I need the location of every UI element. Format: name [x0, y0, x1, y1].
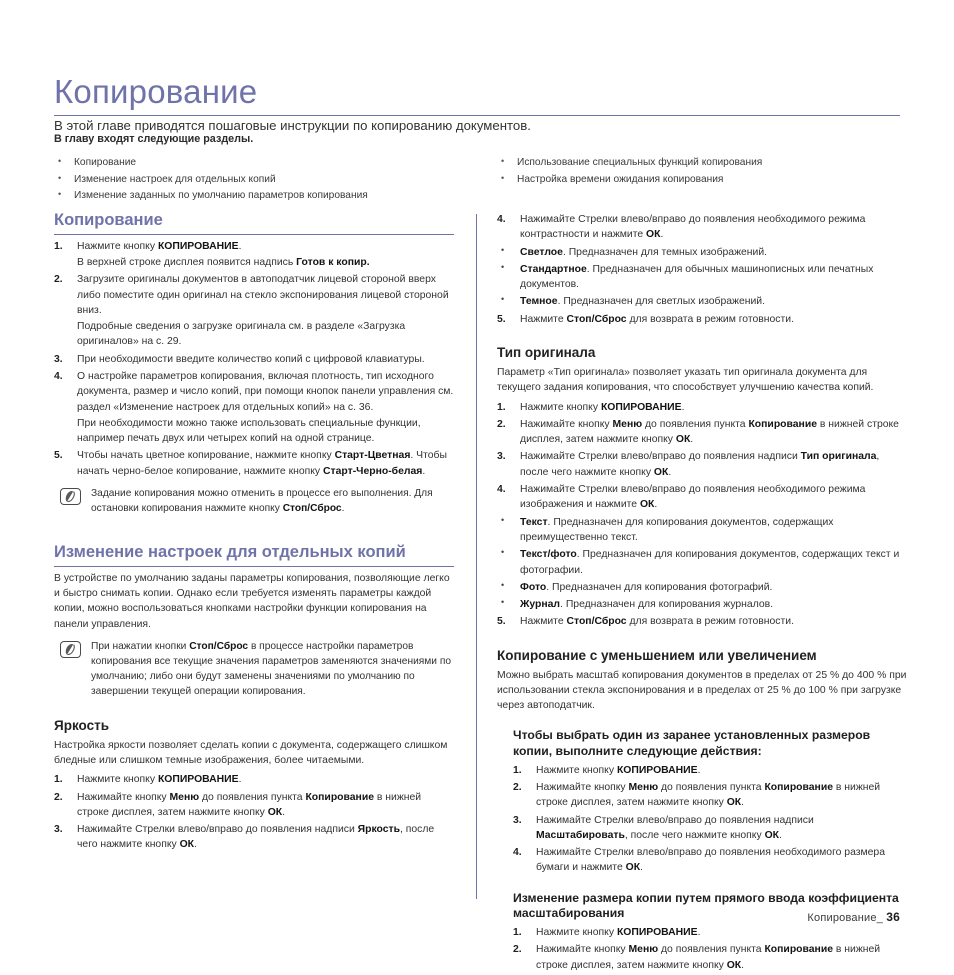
step-text	[536, 765, 700, 776]
option-bullet-item	[497, 294, 907, 309]
emphasis-text: Темное	[520, 296, 558, 308]
step-continuation	[77, 319, 454, 350]
numbered-step	[513, 942, 907, 973]
step-text	[77, 354, 425, 365]
plain-text: . Предназначен для светлых изображений.	[557, 296, 765, 308]
numbered-step	[54, 369, 454, 446]
step-number: 4.	[54, 371, 63, 382]
emphasis-text: КОПИРОВАНИЕ	[157, 240, 239, 252]
footer-chapter-label: Копирование_	[807, 912, 883, 924]
step-text	[536, 782, 880, 808]
emphasis-text: Светлое	[520, 246, 563, 258]
left-column	[54, 210, 454, 855]
option-text	[520, 296, 765, 307]
toc-list-left	[54, 155, 454, 205]
subheading-preset-sizes: Чтобы выбрать один из заранее установленных размеров копии, выполните следующие действия:	[513, 728, 871, 759]
step-continuation	[77, 255, 454, 270]
bullet-icon: •	[501, 547, 505, 558]
plain-text: , после чего нажмите кнопку	[520, 451, 880, 478]
step-text	[520, 484, 865, 510]
steps-preset-sizes	[513, 763, 907, 876]
emphasis-text: Масштабировать	[536, 829, 625, 841]
plain-text: Нажмите кнопку	[77, 240, 158, 252]
emphasis-text: ОК	[267, 806, 283, 818]
note-stop-reset	[60, 640, 454, 700]
emphasis-text: Стоп/Сброс	[189, 640, 249, 652]
numbered-step	[497, 312, 907, 327]
emphasis-text: Стоп/Сброс	[566, 313, 627, 325]
emphasis-text: Копирование	[305, 791, 374, 803]
step-original-type-finish	[497, 614, 907, 629]
subheading-brightness: Яркость	[54, 717, 110, 733]
numbered-step	[54, 822, 454, 853]
toc-item: • Копирование	[54, 155, 454, 172]
emphasis-text: ОК	[726, 959, 742, 971]
plain-text: для возврата в режим готовности.	[626, 616, 794, 628]
plain-text: . Предназначен для копирования фотографий.	[546, 581, 773, 593]
plain-text: .	[422, 465, 426, 477]
section-heading-settings: Изменение настроек для отдельных копий	[54, 542, 454, 567]
emphasis-text: КОПИРОВАНИЕ	[157, 774, 239, 786]
plain-text: .	[341, 503, 345, 515]
plain-text: .	[282, 806, 286, 818]
emphasis-text: Готов к копир.	[296, 256, 370, 268]
emphasis-text: ОК	[646, 229, 661, 241]
plain-text: до появления пункта	[199, 791, 306, 803]
subheading-direct-ratio: Изменение размера копии путем прямого ввода коэффициента масштабирования	[513, 890, 899, 921]
bullet-icon: •	[501, 579, 505, 590]
bullets-original-type-modes	[497, 515, 907, 613]
plain-text: Задание копирования можно отменить в процессе его выполнения. Для остановки копирования нажмите кнопку	[91, 488, 433, 515]
option-text	[520, 582, 772, 593]
emphasis-text: Меню	[169, 791, 200, 803]
step-text	[77, 450, 447, 476]
numbered-step	[497, 614, 907, 629]
plain-text: Нажимайте Стрелки влево/вправо до появления необходимого режима изображения и нажмите	[520, 484, 866, 511]
option-bullet-item	[497, 245, 907, 260]
step-number: 5.	[497, 313, 506, 325]
plain-text: .	[668, 466, 672, 478]
emphasis-text: Журнал	[520, 599, 561, 611]
plain-text: Подробные сведения о загрузке оригинала см. в разделе «Загрузка оригиналов» на с. 29.	[77, 321, 406, 348]
steps-original-type	[497, 400, 907, 513]
numbered-step	[54, 239, 454, 271]
step-text	[77, 792, 421, 818]
emphasis-text: Копирование	[764, 781, 833, 793]
plain-text: .	[741, 797, 745, 809]
plain-text: При необходимости можно также использовать специальные функции, например печать двух или четырех копий на одной странице.	[77, 417, 421, 445]
plain-text: Нажимайте Стрелки влево/вправо до появления надписи	[520, 451, 801, 463]
step-text	[77, 824, 434, 850]
step-number: 3.	[54, 353, 63, 365]
numbered-step	[513, 813, 907, 844]
plain-text: .	[640, 862, 643, 874]
option-bullet-item	[497, 262, 907, 293]
step-number: 3.	[54, 824, 63, 836]
plain-text: .	[697, 764, 701, 776]
plain-text: в нижней строке дисплея, затем нажмите кнопку	[520, 418, 899, 446]
numbered-step	[497, 400, 907, 415]
numbered-step	[513, 780, 907, 811]
numbered-step	[54, 772, 454, 787]
plain-text: в нижней строке дисплея, затем нажмите кнопку	[536, 944, 881, 971]
step-text	[520, 402, 684, 413]
plain-text: В верхней строке дисплея появится надпись	[77, 256, 297, 268]
right-column	[497, 210, 907, 975]
plain-text: до появления пункта	[658, 781, 765, 793]
emphasis-text: ОК	[179, 839, 195, 851]
plain-text: Нажимайте кнопку	[520, 418, 613, 430]
plain-text: Нажмите кнопку	[520, 401, 601, 413]
note-cancel-copy	[60, 487, 454, 517]
option-bullet-item	[497, 597, 907, 612]
plain-text: Нажмите кнопку	[536, 764, 617, 776]
emphasis-text: Копирование	[764, 944, 833, 956]
note-pencil-icon	[60, 641, 81, 658]
step-text	[536, 815, 814, 841]
step-continuation	[77, 416, 454, 447]
page-title: Копирование	[54, 74, 900, 116]
plain-text: Нажмите кнопку	[77, 774, 158, 786]
plain-text: Нажмите кнопку	[536, 926, 617, 938]
plain-text: Нажмите	[520, 313, 567, 325]
bullet-icon: •	[501, 597, 505, 608]
plain-text: При необходимости введите количество копий с цифровой клавиатуры.	[77, 353, 425, 365]
numbered-step	[497, 449, 907, 480]
settings-intro: В устройстве по умолчанию заданы параметры копирования, позволяющие легко и быстро снимать копии. Однако если требуется изменять параметры каждой копии, можно воспользоваться кнопками настройки функции копирования на панели управления.	[54, 572, 450, 630]
emphasis-text: ОК	[653, 466, 669, 478]
step-text	[77, 774, 241, 785]
steps-copying	[54, 239, 454, 479]
option-text	[520, 247, 767, 258]
note-text	[91, 488, 433, 514]
plain-text: Нажимайте Стрелки влево/вправо до появления необходимого режима контрастности и нажмите	[520, 214, 866, 241]
page-footer	[807, 910, 900, 924]
plain-text: Нажимайте кнопку	[77, 791, 170, 803]
step-number: 5.	[54, 450, 63, 462]
steps-brightness-continued	[497, 212, 907, 243]
numbered-step	[513, 763, 907, 778]
plain-text: .	[697, 926, 701, 938]
emphasis-text: КОПИРОВАНИЕ	[600, 401, 682, 413]
plain-text: . Чтобы начать черно-белое копирование, нажмите кнопку	[77, 450, 447, 477]
toc-item: • Изменение настроек для отдельных копий	[54, 172, 454, 189]
footer-page-number: 36	[886, 910, 900, 924]
option-text	[520, 517, 833, 543]
plain-text: .	[779, 829, 782, 841]
emphasis-text: КОПИРОВАНИЕ	[616, 926, 698, 938]
step-text	[77, 274, 449, 316]
numbered-step	[497, 417, 907, 448]
step-text	[520, 616, 794, 627]
toc-heading: В главу входят следующие разделы.	[54, 133, 254, 145]
emphasis-text: Стоп/Сброс	[566, 616, 627, 628]
step-number: 2.	[54, 791, 63, 803]
option-text	[520, 549, 899, 575]
step-text	[536, 944, 880, 970]
bullet-icon: •	[501, 294, 505, 305]
step-number: 1.	[513, 764, 522, 776]
toc-item: • Настройка времени ожидания копирования	[497, 172, 907, 189]
emphasis-text: Меню	[628, 944, 659, 956]
step-number: 1.	[513, 926, 522, 938]
numbered-step	[54, 790, 454, 821]
step-text	[520, 419, 899, 445]
plain-text: Нажимайте Стрелки влево/вправо до появления надписи	[77, 824, 358, 836]
bullets-brightness-modes	[497, 245, 907, 310]
emphasis-text: Старт-Цветная	[334, 450, 411, 462]
step-number: 4.	[497, 214, 506, 225]
reduce-enlarge-intro: Можно выбрать масштаб копирования документов в пределах от 25 % до 400 % при использовании стекла экспонирования и в пределах от 25 % до 100 % при загрузке через автоподатчик.	[497, 669, 907, 712]
emphasis-text: Меню	[628, 781, 659, 793]
step-text	[520, 451, 879, 477]
plain-text: .	[690, 434, 694, 446]
numbered-step	[54, 272, 454, 349]
emphasis-text: Стоп/Сброс	[282, 503, 342, 515]
plain-text: . Предназначен для копирования журналов.	[560, 599, 774, 611]
emphasis-text: Фото	[520, 581, 547, 593]
plain-text: . Предназначен для обычных машинописных или печатных документов.	[520, 263, 874, 291]
plain-text: Нажимайте Стрелки влево/вправо до появления необходимого размера бумаги и нажмите	[536, 847, 885, 874]
step-text	[520, 314, 794, 325]
numbered-step	[54, 352, 454, 367]
note-pencil-icon	[60, 488, 81, 505]
brightness-intro: Настройка яркости позволяет сделать копии с документа, содержащего слишком бледные или слишком темные изображения, более читаемыми.	[54, 739, 448, 766]
step-number: 3.	[513, 814, 522, 826]
step-number: 5.	[497, 616, 506, 628]
emphasis-text: Стандартное	[520, 263, 587, 275]
step-number: 2.	[497, 418, 506, 430]
emphasis-text: Тип оригинала	[800, 451, 877, 463]
plain-text: .	[194, 839, 197, 851]
emphasis-text: Текст	[520, 516, 548, 528]
bullet-icon: •	[501, 261, 505, 272]
chapter-intro: В этой главе приводятся пошаговые инструкции по копированию документов.	[54, 118, 531, 134]
plain-text: .	[681, 401, 685, 413]
plain-text: . Предназначен для копирования документов, содержащих текст и фотографии.	[520, 549, 900, 576]
step-number: 2.	[513, 781, 522, 793]
plain-text: до появления пункта	[658, 944, 765, 956]
option-text	[520, 264, 873, 290]
section-heading-copying: Копирование	[54, 210, 454, 235]
plain-text: в нижней строке дисплея, затем нажмите кнопку	[536, 781, 881, 809]
bullet-icon: •	[501, 514, 505, 525]
step-number: 1.	[54, 774, 63, 786]
step-number: 3.	[497, 451, 506, 463]
numbered-step	[497, 212, 907, 243]
plain-text: в нижней строке дисплея, затем нажмите кнопку	[77, 791, 422, 818]
toc-list-right	[497, 155, 907, 188]
steps-brightness	[54, 772, 454, 852]
note-text	[91, 641, 451, 697]
step-text	[77, 371, 453, 413]
emphasis-text: КОПИРОВАНИЕ	[616, 764, 698, 776]
toc-item: • Использование специальных функций копирования	[497, 155, 907, 172]
numbered-step	[513, 925, 907, 940]
step-text	[536, 847, 885, 873]
option-bullet-item	[497, 547, 907, 578]
emphasis-text: Яркость	[357, 824, 400, 836]
numbered-step	[54, 448, 454, 479]
plain-text: .	[238, 240, 242, 252]
plain-text: Нажимайте Стрелки влево/вправо до появления надписи	[536, 814, 814, 826]
emphasis-text: Меню	[612, 418, 643, 430]
step-text	[77, 241, 241, 252]
option-text	[520, 599, 773, 610]
plain-text: Нажмите	[520, 616, 567, 628]
bullet-icon: •	[501, 244, 505, 255]
step-number: 4.	[497, 484, 506, 496]
option-bullet-item	[497, 580, 907, 595]
plain-text: Чтобы начать цветное копирование, нажмите кнопку	[77, 450, 335, 462]
subheading-original-type: Тип оригинала	[497, 345, 596, 361]
option-bullet-item	[497, 515, 907, 546]
plain-text: . Предназначен для темных изображений.	[562, 246, 768, 258]
step-number: 2.	[513, 944, 522, 956]
plain-text: до появления пункта	[642, 418, 749, 430]
emphasis-text: ОК	[639, 499, 655, 511]
emphasis-text: ОК	[625, 862, 641, 874]
step-number: 1.	[497, 401, 506, 413]
emphasis-text: ОК	[675, 434, 691, 446]
plain-text: Загрузите оригиналы документов в автоподатчик лицевой стороной вверх либо поместите один оригинал на стекло экспонирования лицевой стороной вниз.	[77, 274, 449, 316]
toc-item: • Изменение заданных по умолчанию параметров копирования	[54, 188, 454, 205]
plain-text: , после чего нажмите кнопку	[624, 829, 765, 841]
step-text	[520, 214, 865, 240]
plain-text: При нажатии кнопки	[91, 640, 190, 652]
plain-text: .	[741, 959, 745, 971]
steps-direct-ratio	[513, 925, 907, 973]
step-number: 2.	[54, 274, 63, 286]
emphasis-text: Старт-Черно-белая	[323, 465, 423, 477]
plain-text: О настройке параметров копирования, включая плотность, тип исходного документа, размер и число копий, при помощи кнопок панели управления см. раздел «Изменение настроек для отдельных копий» на с. 36.	[77, 371, 454, 413]
numbered-step	[513, 845, 907, 876]
step-number: 1.	[54, 240, 63, 252]
emphasis-text: Текст/фото	[520, 549, 577, 561]
plain-text: для возврата в режим готовности.	[626, 313, 794, 325]
numbered-step	[497, 482, 907, 513]
plain-text: .	[654, 499, 658, 511]
subheading-reduce-enlarge: Копирование с уменьшением или увеличением	[497, 647, 817, 663]
plain-text: Нажимайте кнопку	[536, 944, 629, 956]
step-text	[536, 927, 700, 938]
emphasis-text: ОК	[726, 797, 742, 809]
emphasis-text: ОК	[764, 829, 779, 841]
step-brightness-finish	[497, 312, 907, 327]
plain-text: Нажимайте кнопку	[536, 781, 629, 793]
plain-text: .	[238, 774, 242, 786]
plain-text: в процессе настройки параметров копирования все текущие значения параметров заменяются значениями по умолчанию; либо они будут заменены значениями по умолчанию по завершении текущей операции копирования.	[91, 640, 452, 697]
column-divider	[476, 214, 477, 899]
plain-text: , после чего нажмите кнопку	[77, 824, 435, 851]
step-number: 4.	[513, 847, 522, 859]
plain-text: . Предназначен для копирования документов, содержащих преимущественно текст.	[520, 516, 834, 543]
plain-text: .	[660, 229, 664, 241]
original-type-intro: Параметр «Тип оригинала» позволяет указать тип оригинала документа для текущего задания копирования, что способствует улучшению качества копий.	[497, 366, 874, 394]
emphasis-text: Копирование	[748, 418, 817, 430]
